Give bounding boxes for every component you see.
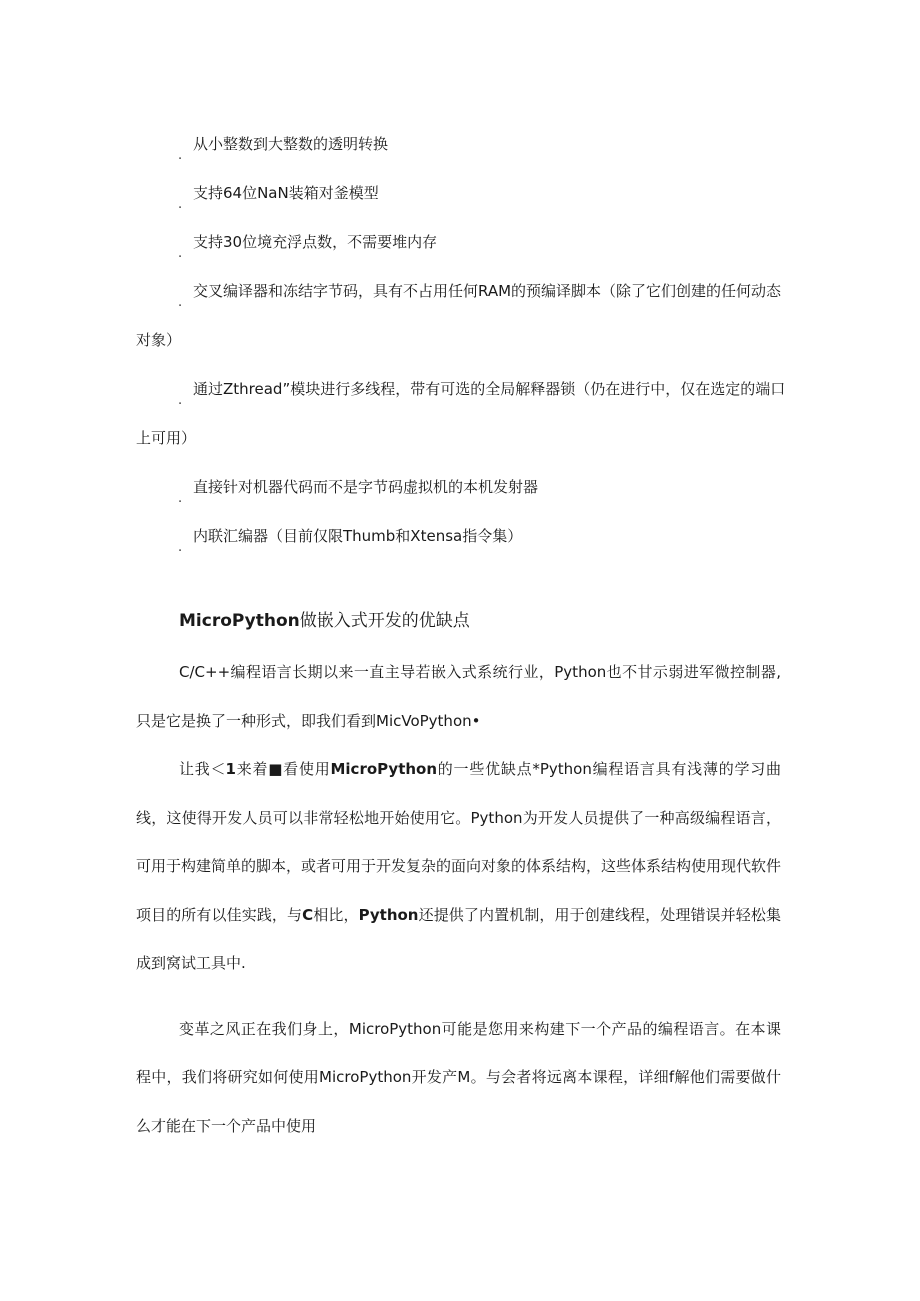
bullet-text: 从小整数到大整数的透明转换 (193, 135, 389, 153)
bullet-text: 通过Zthread”模块进行多线程，带有可选的全局解释器锁（仍在进行中，仅在选定的端口上可用） (136, 380, 786, 447)
bullet-marker: · (178, 250, 183, 265)
bullet-item (136, 169, 786, 218)
text-run: 让我＜ (179, 760, 226, 778)
heading-latin: MicroPython (179, 611, 300, 631)
bullet-item (136, 120, 786, 169)
bullet-marker: · (178, 299, 183, 314)
body-text (136, 648, 781, 1150)
text-run: 的一些优缺点*Python编程语言具有浅薄的学习曲线，这使得开发人员可以非常轻松地开始使用它。Python为开发人员提供了一种高级编程语言，可用于构建简单的脚本，或者可用于开发复杂的面向对象的体系结构，这些体系结构使用现代软件项目的所有以佳实践，与 (136, 760, 782, 924)
bullet-marker: · (178, 544, 183, 559)
paragraph-course: 变革之风正在我们身上，MicroPython可能是您用来构建下一个产品的编程语言。在本课程中，我们将研究如何使用MicroPython开发产M。与会者将远离本课程，详细f解他们需要做什么才能在下一个产品中使用 (136, 1019, 781, 1135)
text-run: 来着■看使用 (235, 760, 331, 778)
text-run-bold: MicroPython (330, 760, 438, 778)
bullet-item (136, 365, 786, 463)
bullet-text: 支持64位NaN装箱对釜模型 (193, 184, 379, 202)
bullet-marker: · (178, 152, 183, 167)
bullet-text: 交叉编译器和冻结字节码，具有不占用任何RAM的预编译脚本（除了它们创建的任何动态对象） (136, 282, 782, 349)
paragraph-intro: C/C++编程语言长期以来一直主导若嵌入式系统行业，Python也不甘示弱进军微控制器,只是它是换了一种形式，即我们看到MicVoPython• (136, 663, 781, 730)
heading-cjk: 做嵌入式开发的优缺点 (299, 611, 470, 631)
text-run-bold: C (302, 905, 314, 924)
text-run: 还提供了内置机制，用于创建线程，处理错误并轻松集成到窝试工具中. (136, 905, 781, 972)
bullet-text: 内联汇编器（目前仅限Thumb和Xtensa指令集） (193, 527, 523, 545)
bullet-marker: · (178, 495, 183, 510)
feature-bullet-list (136, 120, 786, 561)
bullet-text: 支持30位境充浮点数，不需要堆内存 (193, 233, 438, 251)
bullet-item (136, 267, 786, 365)
section-heading (179, 606, 470, 636)
bullet-item (136, 512, 786, 561)
bullet-marker: · (178, 201, 183, 216)
bullet-text: 直接针对机器代码而不是字节码虚拟机的本机发射器 (193, 478, 539, 496)
text-run: 相比， (313, 905, 359, 924)
paragraph-advantages (136, 745, 781, 988)
text-run-bold: 1 (225, 760, 236, 778)
bullet-item (136, 463, 786, 512)
bullet-marker: · (178, 397, 183, 412)
text-run-bold: Python (358, 905, 419, 924)
bullet-item (136, 218, 786, 267)
